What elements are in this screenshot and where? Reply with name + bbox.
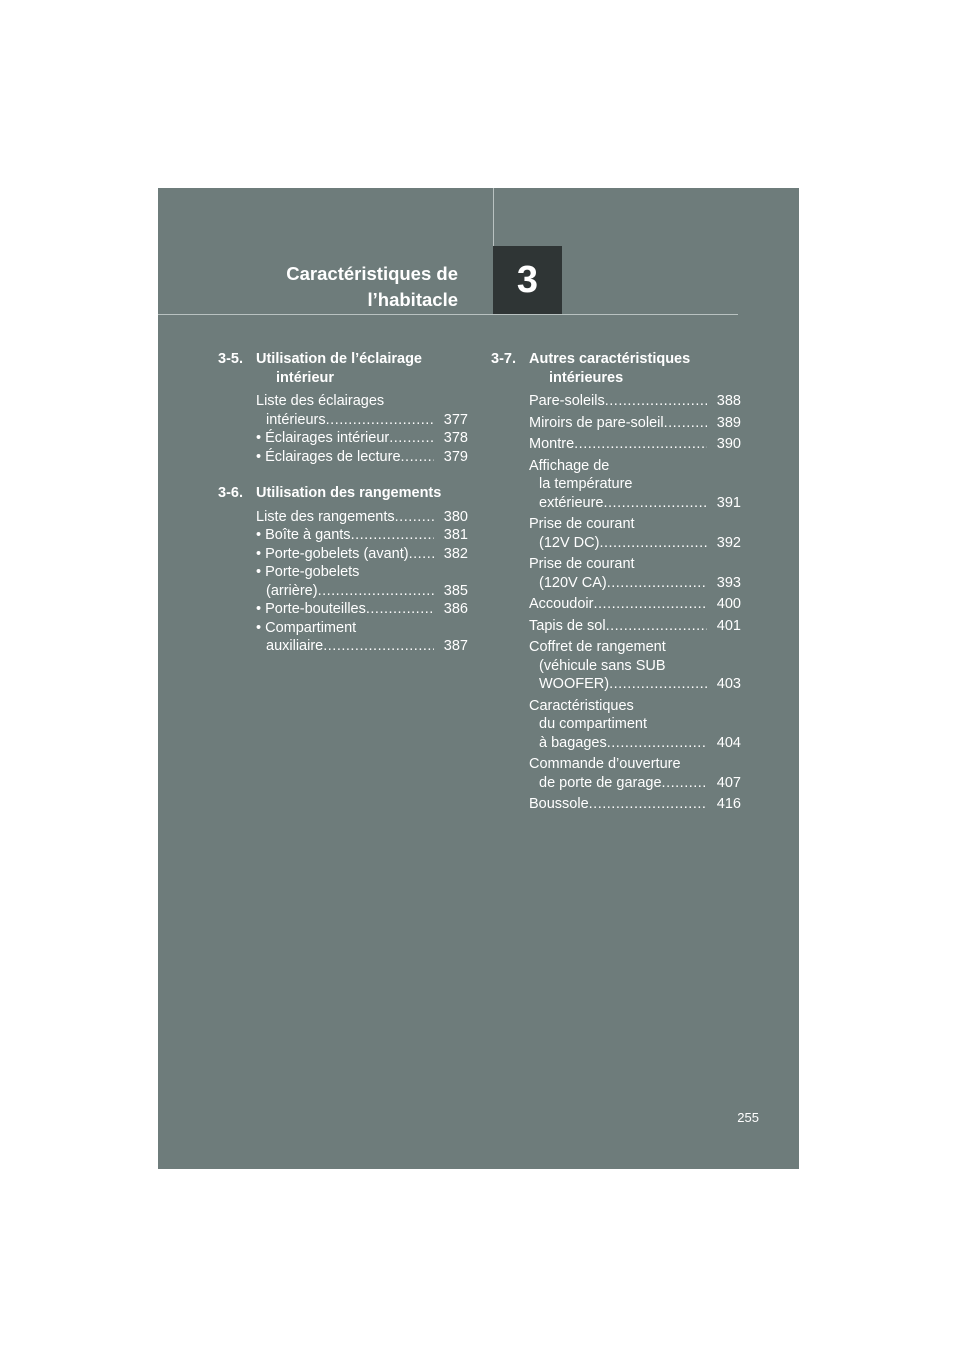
dot-leader	[607, 574, 707, 593]
entry-line-last	[529, 534, 707, 553]
toc-column-right	[491, 350, 741, 832]
entry-text	[529, 638, 707, 694]
entry-text	[529, 435, 707, 454]
entry-text	[256, 508, 434, 527]
entry-page-number: 386	[443, 601, 468, 617]
toc-entry[interactable]	[256, 545, 468, 564]
entry-text	[529, 617, 707, 636]
entry-text	[529, 457, 707, 513]
entry-text	[256, 448, 434, 467]
entry-text	[256, 600, 434, 619]
dot-leader	[662, 774, 707, 793]
toc-entry[interactable]	[256, 563, 468, 600]
entry-page-number: 393	[716, 574, 741, 591]
entry-label: extérieure	[539, 494, 604, 511]
entry-page-number: 407	[716, 774, 741, 791]
entry-line-last	[529, 734, 707, 753]
chapter-number: 3	[516, 258, 539, 301]
divider-vertical	[493, 188, 494, 246]
entry-label: du compartiment	[539, 716, 647, 732]
entry-page-number: 392	[716, 534, 741, 551]
entry-line-last	[529, 435, 707, 454]
toc-entry[interactable]	[529, 638, 741, 694]
section-number: 3-7.	[491, 351, 516, 367]
entry-line-last	[529, 595, 707, 614]
entry-page-number: 391	[716, 494, 741, 511]
entry-page-number: 378	[443, 430, 468, 446]
entry-label: Boussole	[529, 796, 589, 812]
entry-page-number: 382	[443, 545, 468, 562]
dot-leader	[593, 595, 707, 614]
entry-page-number: 381	[443, 527, 468, 543]
entry-label: Miroirs de pare-soleil	[529, 414, 664, 431]
toc-entry[interactable]	[256, 508, 468, 527]
section-title-line: Autres caractéristiques	[529, 351, 691, 367]
dot-leader	[603, 494, 707, 513]
page-number: 255	[737, 1110, 759, 1125]
entry-label: intérieurs	[266, 411, 326, 428]
dot-leader	[609, 675, 707, 694]
dot-leader	[389, 429, 434, 448]
entry-label: • Boîte à gants	[256, 527, 351, 543]
entry-label: Prise de courant	[529, 556, 635, 572]
dot-leader	[605, 392, 707, 411]
entry-list	[491, 392, 741, 814]
entry-label: Tapis de sol	[529, 617, 606, 634]
toc-section	[218, 350, 468, 466]
entry-text	[256, 619, 434, 656]
toc-section	[491, 350, 741, 814]
section-heading	[491, 350, 741, 387]
toc-entry[interactable]	[529, 457, 741, 513]
chapter-number-box	[493, 246, 562, 314]
section-number: 3-5.	[218, 351, 243, 367]
entry-page-number: 403	[716, 676, 741, 692]
entry-line-last	[529, 675, 707, 694]
dot-leader	[323, 637, 434, 656]
dot-leader	[351, 526, 434, 545]
dot-leader	[664, 414, 707, 433]
dot-leader	[366, 600, 434, 619]
entry-text	[529, 697, 707, 753]
toc-entry[interactable]	[529, 414, 741, 433]
entry-line-last	[529, 774, 707, 793]
entry-line-last	[529, 414, 707, 433]
toc-entry[interactable]	[256, 526, 468, 545]
entry-label: • Éclairages de lecture	[256, 448, 401, 465]
entry-text	[529, 414, 707, 433]
dot-leader	[589, 795, 707, 814]
entry-label: Caractéristiques	[529, 697, 634, 714]
entry-label: (arrière)	[266, 582, 318, 599]
entry-line-last	[256, 600, 434, 619]
entry-page-number: 416	[716, 796, 741, 812]
entry-line-last	[256, 429, 434, 448]
entry-text	[529, 392, 707, 411]
entry-text	[256, 526, 434, 545]
chapter-panel	[158, 188, 799, 1169]
entry-text	[529, 515, 707, 552]
entry-text	[529, 595, 707, 614]
dot-leader	[574, 435, 707, 454]
entry-line-last	[256, 526, 434, 545]
entry-label: • Compartiment	[256, 619, 357, 636]
entry-page-number: 377	[443, 411, 468, 428]
dot-leader	[401, 448, 434, 467]
entry-line-last	[256, 637, 434, 656]
entry-label: Pare-soleils	[529, 393, 605, 409]
entry-label: (12V DC)	[539, 534, 600, 551]
entry-line-last	[529, 795, 707, 814]
toc-entry[interactable]	[529, 617, 741, 636]
toc-entry[interactable]	[529, 755, 741, 792]
entry-label: à bagages	[539, 734, 607, 751]
dot-leader	[326, 411, 434, 430]
entry-page-number: 385	[443, 582, 468, 599]
chapter-title-line1: Caractéristiques de	[286, 263, 458, 284]
toc-entry[interactable]	[256, 448, 468, 467]
entry-label: • Porte-bouteilles	[256, 601, 366, 617]
dot-leader	[606, 617, 707, 636]
section-title-line: Utilisation de l’éclairage	[256, 351, 422, 367]
toc-entry[interactable]	[256, 392, 468, 429]
entry-text	[529, 795, 707, 814]
section-title-line: intérieures	[549, 369, 624, 386]
entry-label: Commande d’ouverture	[529, 756, 681, 772]
section-number: 3-6.	[218, 485, 243, 501]
entry-label: • Éclairages intérieur	[256, 430, 390, 446]
entry-page-number: 400	[716, 596, 741, 612]
toc-entry[interactable]	[529, 795, 741, 814]
entry-line-last	[529, 617, 707, 636]
entry-label: auxiliaire	[266, 638, 324, 654]
entry-label: • Porte-gobelets (avant)	[256, 545, 409, 562]
entry-page-number: 390	[716, 436, 741, 452]
entry-line-last	[529, 392, 707, 411]
entry-list	[218, 508, 468, 656]
toc-entry[interactable]	[529, 595, 741, 614]
entry-line-last	[529, 574, 707, 593]
entry-label: la température	[539, 476, 633, 492]
entry-label: Coffret de rangement	[529, 639, 666, 655]
entry-line-last	[256, 508, 434, 527]
entry-page-number: 388	[716, 393, 741, 409]
entry-page-number: 387	[443, 638, 468, 654]
section-heading	[218, 350, 468, 387]
dot-leader	[607, 734, 707, 753]
entry-line-last	[256, 545, 434, 564]
entry-label: WOOFER)	[539, 676, 610, 692]
entry-label: de porte de garage	[539, 774, 662, 791]
toc-entry[interactable]	[529, 515, 741, 552]
toc-entry[interactable]	[529, 555, 741, 592]
entry-page-number: 404	[716, 734, 741, 751]
entry-text	[256, 392, 434, 429]
entry-line-last	[256, 411, 434, 430]
toc-entry[interactable]	[256, 600, 468, 619]
entry-line-last	[529, 494, 707, 513]
entry-page-number: 379	[443, 448, 468, 465]
section-title	[529, 350, 741, 387]
section-title	[256, 484, 468, 503]
dot-leader	[409, 545, 434, 564]
dot-leader	[395, 508, 434, 527]
entry-label: (véhicule sans SUB	[539, 657, 666, 674]
chapter-title	[158, 261, 458, 313]
divider-horizontal	[158, 314, 738, 315]
entry-label: Liste des rangements	[256, 508, 395, 525]
dot-leader	[318, 582, 434, 601]
entry-label: • Porte-gobelets	[256, 564, 360, 580]
entry-text	[256, 563, 434, 600]
entry-label: Prise de courant	[529, 516, 635, 532]
entry-text	[256, 429, 434, 448]
toc-column-left	[218, 350, 468, 674]
toc-section	[218, 484, 468, 656]
entry-page-number: 389	[716, 414, 741, 431]
entry-text	[529, 555, 707, 592]
entry-list	[218, 392, 468, 466]
section-title-line: intérieur	[276, 369, 335, 386]
toc-entry[interactable]	[256, 429, 468, 448]
toc-entry[interactable]	[529, 697, 741, 753]
entry-label: Affichage de	[529, 457, 610, 474]
entry-label: (120V CA)	[539, 574, 607, 591]
entry-line-last	[256, 448, 434, 467]
toc-entry[interactable]	[529, 435, 741, 454]
entry-label: Liste des éclairages	[256, 393, 385, 409]
entry-label: Accoudoir	[529, 596, 594, 612]
section-title	[256, 350, 468, 387]
toc-entry[interactable]	[529, 392, 741, 411]
toc-entry[interactable]	[256, 619, 468, 656]
section-heading	[218, 484, 468, 503]
entry-label: Montre	[529, 436, 575, 452]
entry-page-number: 380	[443, 508, 468, 525]
section-title-line: Utilisation des rangements	[256, 485, 442, 501]
entry-text	[256, 545, 434, 564]
dot-leader	[599, 534, 707, 553]
entry-line-last	[256, 582, 434, 601]
entry-page-number: 401	[716, 617, 741, 634]
entry-text	[529, 755, 707, 792]
chapter-title-line2: l’habitacle	[367, 289, 458, 310]
